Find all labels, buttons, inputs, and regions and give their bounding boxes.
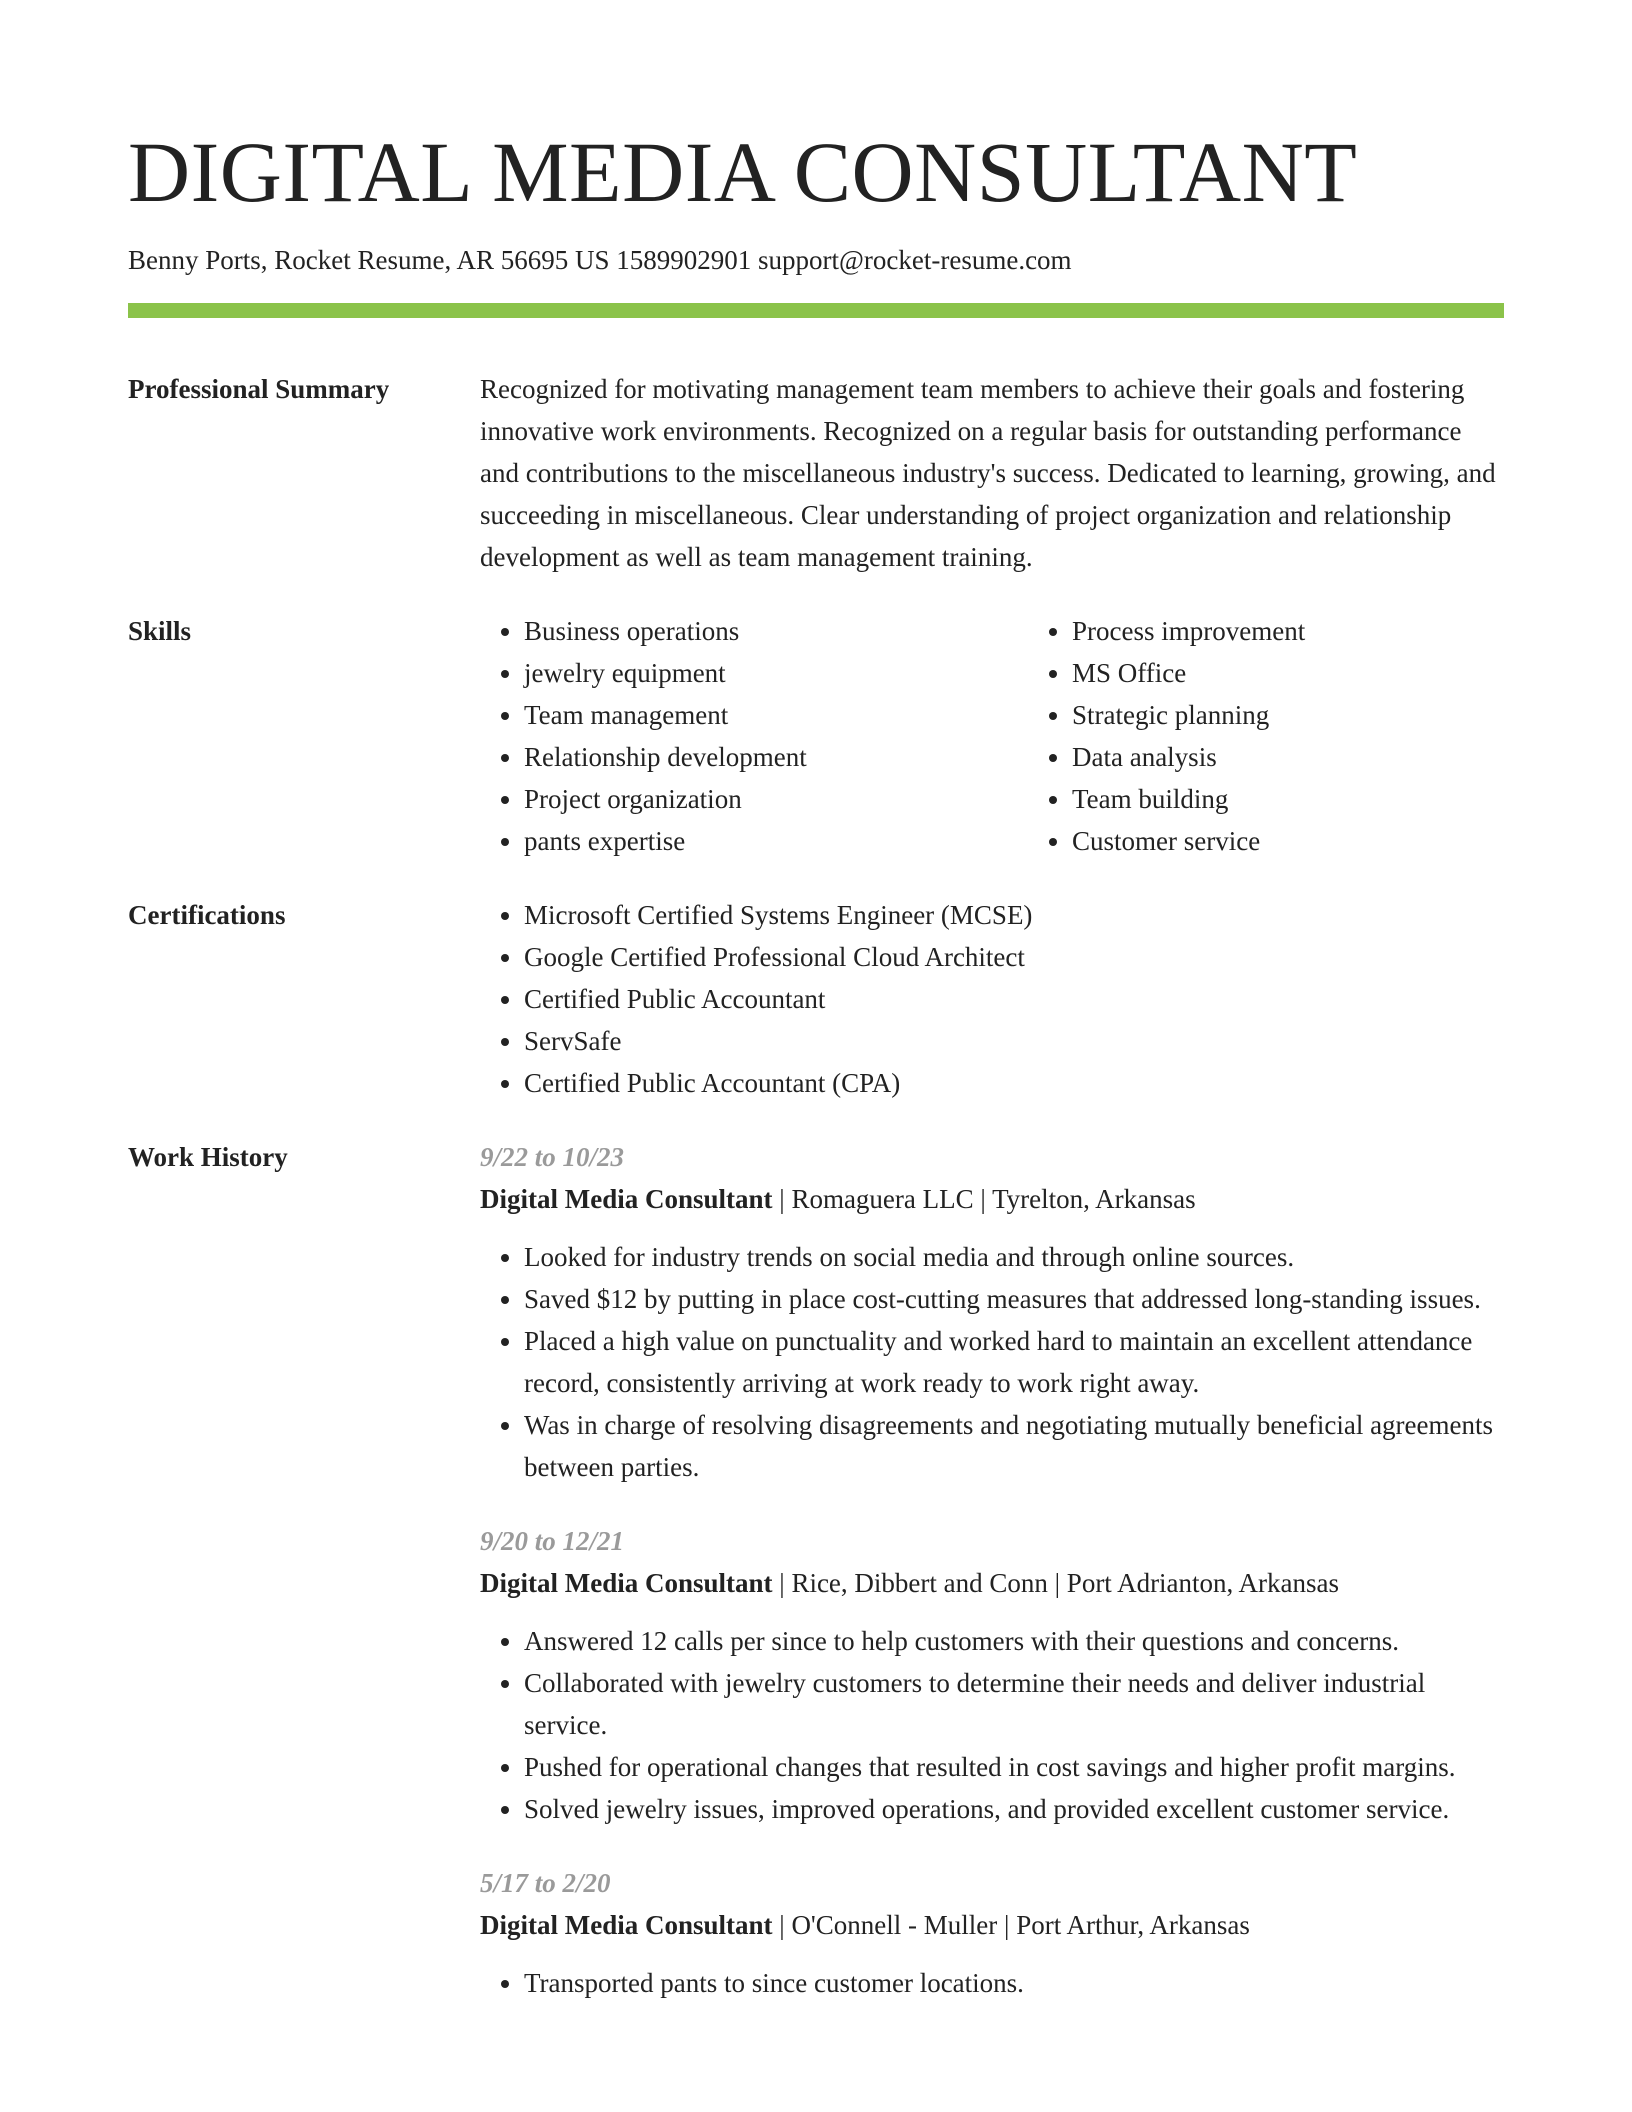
job-entry	[480, 1520, 1504, 1830]
skill-item: • pants expertise	[524, 820, 1028, 862]
job-dates: 5/17 to 2/20	[480, 1868, 611, 1898]
contact-line: Benny Ports, Rocket Resume, AR 56695 US 1589902901 support@rocket-resume.com	[128, 245, 1072, 275]
contact-state-zip: AR 56695	[456, 245, 569, 275]
job-entry	[480, 1862, 1504, 2004]
job-bullets	[480, 1962, 1504, 2004]
certification-item: • Microsoft Certified Systems Engineer (MCSE)	[524, 894, 1504, 936]
job-bullet: • Placed a high value on punctuality and worked hard to maintain an excellent attendance record, consistently arriving at work ready to work right away.	[524, 1320, 1504, 1404]
contact-country: US	[575, 245, 610, 275]
job-heading: Digital Media Consultant | Rice, Dibbert and Conn | Port Adrianton, Arkansas	[480, 1568, 1340, 1598]
job-dates: 9/22 to 10/23	[480, 1142, 625, 1172]
job-title: Digital Media Consultant	[480, 1910, 773, 1940]
contact-city: Rocket Resume	[274, 245, 445, 275]
skill-item: • jewelry equipment	[524, 652, 1028, 694]
certification-item: • Google Certified Professional Cloud Architect	[524, 936, 1504, 978]
skill-item: • Strategic planning	[1072, 694, 1576, 736]
header-divider	[128, 303, 1504, 318]
resume-title: DIGITAL MEDIA CONSULTANT	[128, 124, 1358, 220]
skills-heading: Skills	[128, 616, 192, 646]
skill-item: • Relationship development	[524, 736, 1028, 778]
certification-item: • ServSafe	[524, 1020, 1504, 1062]
job-location: Port Adrianton, Arkansas	[1066, 1568, 1340, 1598]
summary-heading: Professional Summary	[128, 374, 390, 404]
job-bullet: • Saved $12 by putting in place cost-cutting measures that addressed long-standing issues.	[524, 1278, 1504, 1320]
job-entry	[480, 1136, 1504, 1488]
job-dates: 9/20 to 12/21	[480, 1526, 625, 1556]
job-title: Digital Media Consultant	[480, 1184, 773, 1214]
summary-text: Recognized for motivating management team members to achieve their goals and fostering innovative work environments. Recognized on a regular basis for outstanding performance and contributions to the miscellaneous industry's success. Dedicated to learning, growing, and succeeding in miscellaneous. Clear understanding of project organization and relationship development as well as team management training.	[480, 374, 1496, 572]
work-history-section	[128, 1136, 1504, 2004]
summary-section	[128, 368, 1504, 578]
skill-item: • Customer service	[1072, 820, 1576, 862]
contact-email: support@rocket-resume.com	[758, 245, 1072, 275]
job-bullet: • Collaborated with jewelry customers to determine their needs and deliver industrial service.	[524, 1662, 1504, 1746]
skill-item: • Business operations	[524, 610, 1028, 652]
certifications-section	[128, 894, 1504, 1104]
skills-section	[128, 610, 1504, 862]
job-bullet: • Pushed for operational changes that resulted in cost savings and higher profit margins.	[524, 1746, 1504, 1788]
job-location: Tyrelton, Arkansas	[992, 1184, 1196, 1214]
skill-item: • Project organization	[524, 778, 1028, 820]
job-title: Digital Media Consultant	[480, 1568, 773, 1598]
job-company: Rice, Dibbert and Conn	[791, 1568, 1048, 1598]
job-bullets	[480, 1620, 1504, 1830]
job-bullet: • Transported pants to since customer locations.	[524, 1962, 1504, 2004]
skill-item: • MS Office	[1072, 652, 1576, 694]
skill-item: • Process improvement	[1072, 610, 1576, 652]
resume-page	[128, 0, 1504, 2004]
job-bullet: • Answered 12 calls per since to help customers with their questions and concerns.	[524, 1620, 1504, 1662]
skill-item: • Team management	[524, 694, 1028, 736]
job-location: Port Arthur, Arkansas	[1016, 1910, 1250, 1940]
job-bullet: • Was in charge of resolving disagreements and negotiating mutually beneficial agreements between parties.	[524, 1404, 1504, 1488]
job-heading: Digital Media Consultant | O'Connell - Muller | Port Arthur, Arkansas	[480, 1910, 1250, 1940]
skill-item: • Team building	[1072, 778, 1576, 820]
job-company: Romaguera LLC	[791, 1184, 974, 1214]
job-company: O'Connell - Muller	[791, 1910, 998, 1940]
work-history-heading: Work History	[128, 1142, 288, 1172]
job-heading: Digital Media Consultant | Romaguera LLC | Tyrelton, Arkansas	[480, 1184, 1196, 1214]
certification-item: • Certified Public Accountant	[524, 978, 1504, 1020]
skills-list-left	[480, 610, 1028, 862]
skill-item: • Data analysis	[1072, 736, 1576, 778]
skills-list-right	[1028, 610, 1576, 862]
certification-item: • Certified Public Accountant (CPA)	[524, 1062, 1504, 1104]
contact-name: Benny Ports	[128, 245, 261, 275]
certifications-list	[480, 894, 1504, 1104]
job-bullets	[480, 1236, 1504, 1488]
job-bullet: • Solved jewelry issues, improved operations, and provided excellent customer service.	[524, 1788, 1504, 1830]
certifications-heading: Certifications	[128, 900, 286, 930]
contact-phone: 1589902901	[616, 245, 752, 275]
job-bullet: • Looked for industry trends on social media and through online sources.	[524, 1236, 1504, 1278]
